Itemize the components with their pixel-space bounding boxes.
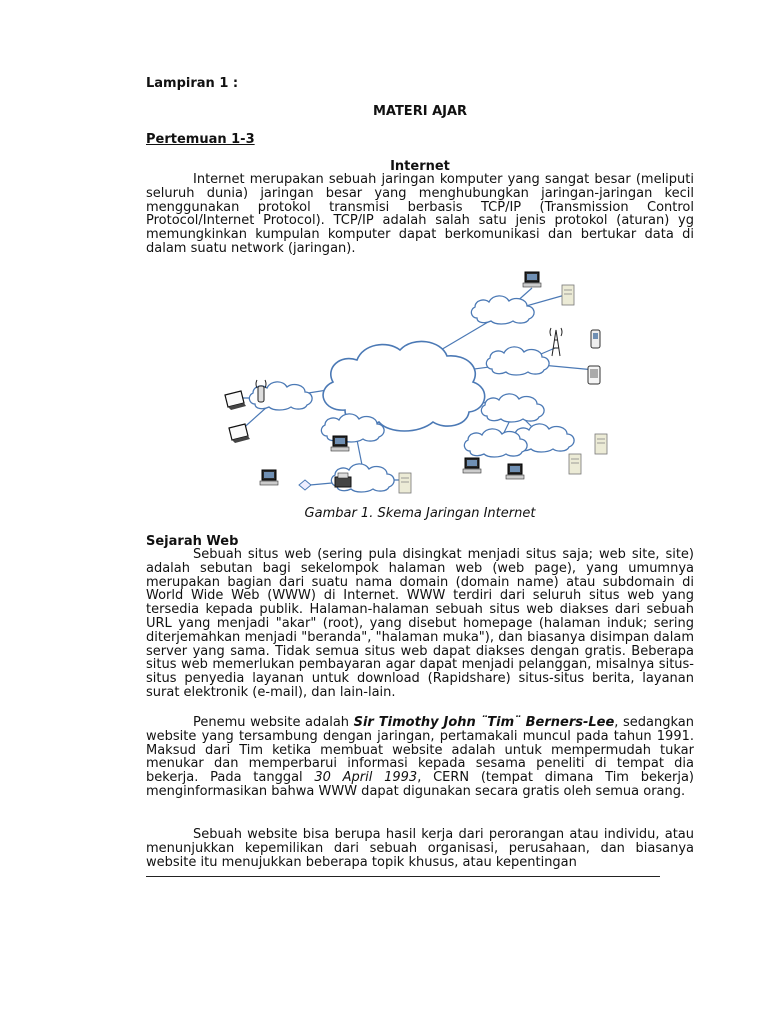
- internet-heading: Internet: [390, 159, 450, 174]
- sejarah-heading: Sejarah Web: [146, 534, 239, 549]
- laptop-icon: [229, 424, 250, 443]
- cloud-lower-right: [481, 394, 544, 422]
- p2-text-a: Penemu website adalah: [193, 715, 354, 730]
- p2-text-c: , CERN (tempat dimana Tim bekerja) menginformasikan bahwa WWW dapat digunakan secara gratis oleh semua orang.: [146, 770, 695, 799]
- computer-icon: [506, 464, 524, 479]
- internet-paragraph: Internet merupakan sebuah jaringan komputer yang sangat besar (meliputi seluruh dunia) jaringan besar yang menghubungkan jaringan-jaringan kecil menggunakan protokol transmisi berbasis TCP/IP (Transmission Control Protocol/Internet Protocol). TCP/IP adalah salah satu jenis protokol (aturan) yg memungkinkan kumpulan komputer dapat berkomunikasi dan bertukar data di dalam suatu network (jaringan).: [146, 172, 694, 256]
- computer-icon: [260, 470, 278, 485]
- server-icon: [569, 454, 581, 474]
- server-icon: [562, 285, 574, 305]
- appendix-label: Lampiran 1 :: [146, 76, 239, 91]
- server-icon: [399, 473, 411, 493]
- computer-icon: [523, 272, 541, 287]
- radio-tower-icon: [550, 328, 562, 356]
- figure-caption: Gambar 1. Skema Jaringan Internet: [304, 506, 536, 521]
- computer-icon: [463, 458, 481, 473]
- network-diagram: [215, 270, 615, 502]
- launch-date: 30 April 1993: [314, 770, 418, 786]
- meeting-heading: Pertemuan 1-3: [146, 132, 255, 147]
- cloud-top-right: [471, 296, 534, 324]
- sejarah-paragraph-3: Sebuah website bisa berupa hasil kerja dari perorangan atau individu, atau menunjukkan kepemilikan dari sebuah organisasi, perusahaan, dan biasanya website itu menujukkan beberapa topik khusus, atau kepentingan: [146, 827, 694, 870]
- inventor-name: Sir Timothy John ¨Tim¨ Berners-Lee: [353, 715, 615, 730]
- pda-icon: [588, 366, 600, 384]
- mobile-phone-icon: [591, 330, 600, 348]
- laptop-icon: [225, 391, 246, 410]
- page-title: MATERI AJAR: [372, 104, 468, 119]
- cloud-right: [486, 347, 549, 375]
- computer-icon: [331, 436, 349, 451]
- sejarah-paragraph-2: [146, 716, 694, 799]
- router-icon: [299, 480, 311, 490]
- sejarah-paragraph-1: Sebuah situs web (sering pula disingkat menjadi situs saja; web site, site) adalah sebutan bagi sekelompok halaman web (web page), yang umumnya merupakan bagian dari suatu nama domain (domain name) atau subdomain di World Wide Web (WWW) di Internet. WWW terdiri dari seluruh situs web yang tersedia kepada publik. Halaman-halaman sebuah situs web diakses dari sebuah URL yang menjadi "akar" (root), yang disebut homepage (halaman induk; sering diterjemahkan menjadi "beranda", "halaman muka"), dan biasanya disimpan dalam server yang sama. Tidak semua situs web dapat diakses dengan gratis. Beberapa situs web memerlukan pembayaran agar dapat menjadi pelanggan, misalnya situs-situs penyedia layanan untuk download (Rapidshare) situs-situs berita, layanan surat elektronik (e-mail), dan lain-lain.: [146, 547, 694, 700]
- server-icon: [595, 434, 607, 454]
- footer-rule: [146, 876, 660, 877]
- p2-text-b: , sedangkan website yang tersambung dengan jaringan, pertamakali muncul pada tahun 1991. Maksud dari Tim ketika membuat website adalah untuk mempermudah tukar menukar dan memperbarui informasi kepada sesama peneliti di tempat dia bekerja. Pada tanggal: [146, 715, 694, 786]
- wireless-antenna-icon: [256, 380, 266, 402]
